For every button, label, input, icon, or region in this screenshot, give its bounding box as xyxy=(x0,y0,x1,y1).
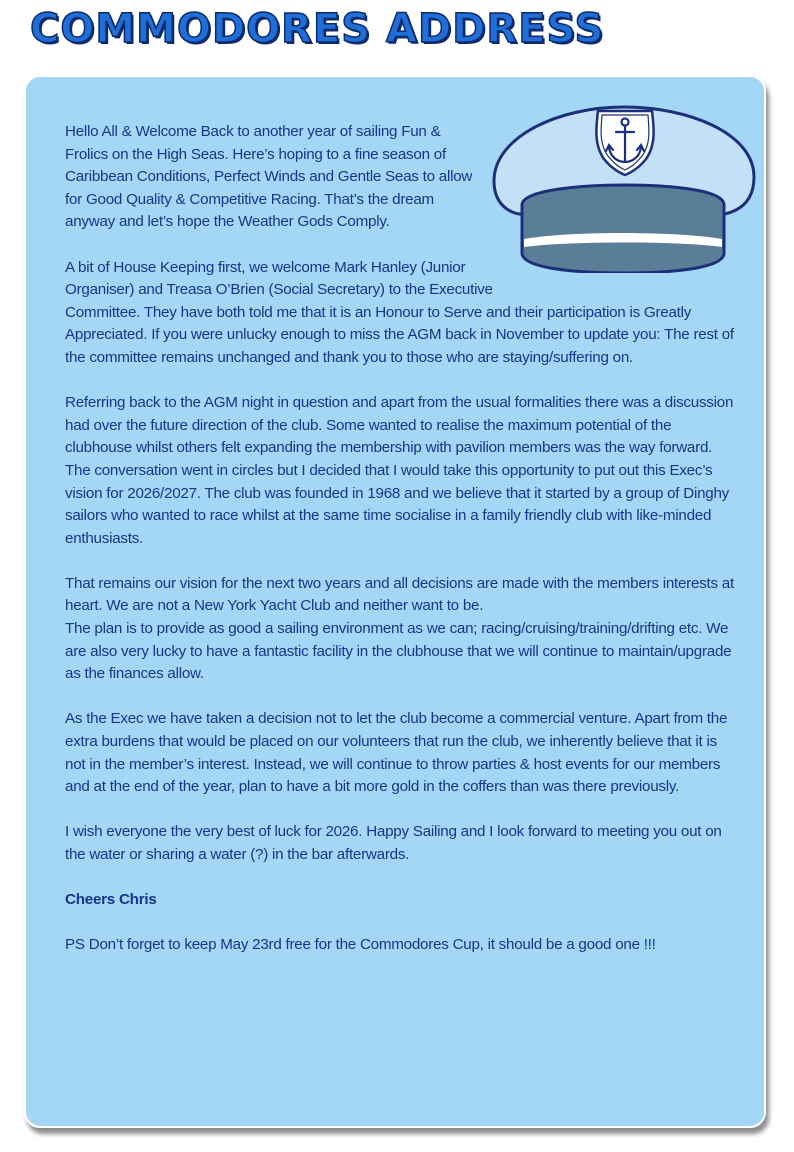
vision-text: That remains our vision for the next two years and all decisions are made with the members interests at heart. We are not a New York Yacht Club and neither want to be. xyxy=(65,574,734,615)
page-title: COMMODORES ADDRESS xyxy=(30,6,605,52)
signature: Cheers Chris xyxy=(65,891,157,909)
housekeeping-rest: Committee. They have both told me that it is an Honour to Serve and their participation is Greatly Appreciated. If you were unlucky enough to miss the AGM back in November to update you: The rest of the committee remains unchanged and thank you to those who are staying/suffering on. xyxy=(65,303,734,366)
postscript: PS Don’t forget to keep May 23rd free for the Commodores Cup, it should be a good one !!! xyxy=(65,936,656,954)
paragraph-commercial: As the Exec we have taken a decision not to let the club become a commercial venture. Apart from the extra burdens that would be placed on our volunteers that run the club, we inherently believe that it is not in the member’s interest. Instead, we will continue to throw parties & host events for our members and at the end of the year, plan to have a bit more gold in the coffers than was there previously. xyxy=(65,710,728,796)
housekeeping-line-2: Organiser) and Treasa O’Brien (Social Secretary) to the Executive xyxy=(65,281,493,299)
paragraph-agm: Referring back to the AGM night in question and apart from the usual formalities there was a discussion had over the future direction of the club. Some wanted to realise the maximum potential of the clubhouse whilst others felt expanding the membership with pavilion members was the way forward. The conversation went in circles but I decided that I would take this opportunity to put out this Exec’s vision for 2026/2027. The club was founded in 1968 and we believe that it started by a group of Dinghy sailors who wanted to race whilst at the same time socialise in a family friendly club with like-minded enthusiasts. xyxy=(65,394,734,547)
paragraph-housekeeping xyxy=(65,257,737,370)
paragraph-wishes: I wish everyone the very best of luck for 2026. Happy Sailing and I look forward to meeting you out on the water or sharing a water (?) in the bar afterwards. xyxy=(65,823,722,863)
plan-text: The plan is to provide as good a sailing environment as we can; racing/cruising/training/drifting etc. We are also very lucky to have a fantastic facility in the clubhouse that we will continue to maintain/upgrade as the finances allow. xyxy=(65,620,732,683)
paragraph-vision xyxy=(65,573,737,686)
paragraph-greeting: Hello All & Welcome Back to another year of sailing Fun & Frolics on the High Seas. Here’s hoping to a fine season of Caribbean Conditions, Perfect Winds and Gentle Seas to allow for Good Quality & Competitive Racing. That’s the dream anyway and let’s hope the Weather Gods Comply. xyxy=(65,123,473,231)
housekeeping-line-1: A bit of House Keeping first, we welcome Mark Hanley (Junior xyxy=(65,258,466,276)
letter-body xyxy=(65,121,737,980)
